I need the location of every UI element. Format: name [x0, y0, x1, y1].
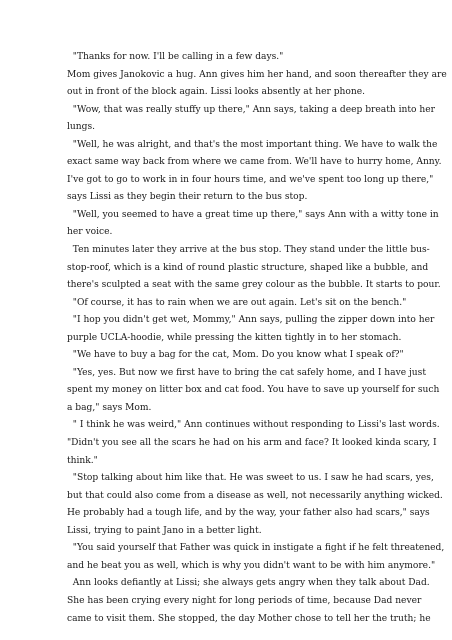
text-line: "Thanks for now. I'll be calling in a few days." — [67, 52, 284, 62]
text-line: I've got to go to work in in four hours time, and we've spent too long up there," — [67, 174, 434, 185]
text-line: Mom gives Janokovic a hug. Ann gives him her hand, and soon thereafter they are — [67, 69, 447, 80]
text-line: exact same way back from where we came from. We'll have to hurry home, Anny. — [67, 157, 442, 168]
text-line: lungs. — [67, 122, 96, 133]
text-line: out in front of the block again. Lissi looks absently at her phone. — [67, 87, 366, 98]
text-line: says Lissi as they begin their return to the bus stop. — [67, 192, 308, 203]
text-line: "Didn't you see all the scars he had on his arm and face? It looked kinda scary, I — [67, 438, 437, 449]
text-line: but that could also come from a disease as well, not necessarily anything wicked. — [67, 490, 443, 501]
text-line: "We have to buy a bag for the cat, Mom. Do you know what I speak of?" — [67, 350, 404, 361]
text-line: Lissi, trying to paint Jano in a better light. — [67, 525, 262, 536]
text-line: there's sculpted a seat with the same grey colour as the bubble. It starts to pour. — [67, 280, 441, 291]
text-line: came to visit them. She stopped, the day Mother chose to tell her the truth; he — [67, 613, 431, 624]
text-line: "Wow, that was really stuffy up there," Ann says, taking a deep breath into her — [67, 104, 435, 115]
text-line: and he beat you as well, which is why you didn't want to be with him anymore." — [67, 560, 436, 571]
text-line: "Of course, it has to rain when we are out again. Let's sit on the bench." — [67, 297, 407, 308]
text-line: purple UCLA-hoodie, while pressing the kitten tightly in to her stomach. — [67, 332, 402, 343]
text-line: "Well, you seemed to have a great time up there," says Ann with a witty tone in — [67, 209, 439, 220]
text-line: "Yes, yes. But now we first have to bring the cat safely home, and I have just — [67, 367, 426, 378]
text-line: "Stop talking about him like that. He was sweet to us. I saw he had scars, yes, — [67, 473, 434, 484]
text-line: think." — [67, 455, 98, 466]
text-line: spent my money on litter box and cat food. You have to save up yourself for such — [67, 385, 440, 396]
text-line: She has been crying every night for long periods of time, because Dad never — [67, 595, 422, 606]
text-line: Ten minutes later they arrive at the bus stop. They stand under the little bus- — [67, 245, 430, 256]
text-line: "I hop you didn't get wet, Mommy," Ann says, pulling the zipper down into her — [67, 315, 435, 326]
text-line: her voice. — [67, 227, 113, 238]
text-line: " I think he was weird," Ann continues without responding to Lissi's last words. — [67, 420, 440, 431]
text-line: Ann looks defiantly at Lissi; she always gets angry when they talk about Dad. — [67, 578, 430, 589]
text-line: stop-roof, which is a kind of round plastic structure, shaped like a bubble, and — [67, 262, 429, 273]
body-text — [67, 49, 447, 628]
text-line: "Well, he was alright, and that's the most important thing. We have to walk the — [67, 139, 438, 150]
text-line: "You said yourself that Father was quick in instigate a fight if he felt threatened, — [67, 543, 445, 554]
text-line: a bag," says Mom. — [67, 402, 152, 413]
text-line: He probably had a tough life, and by the way, your father also had scars," says — [67, 508, 430, 519]
